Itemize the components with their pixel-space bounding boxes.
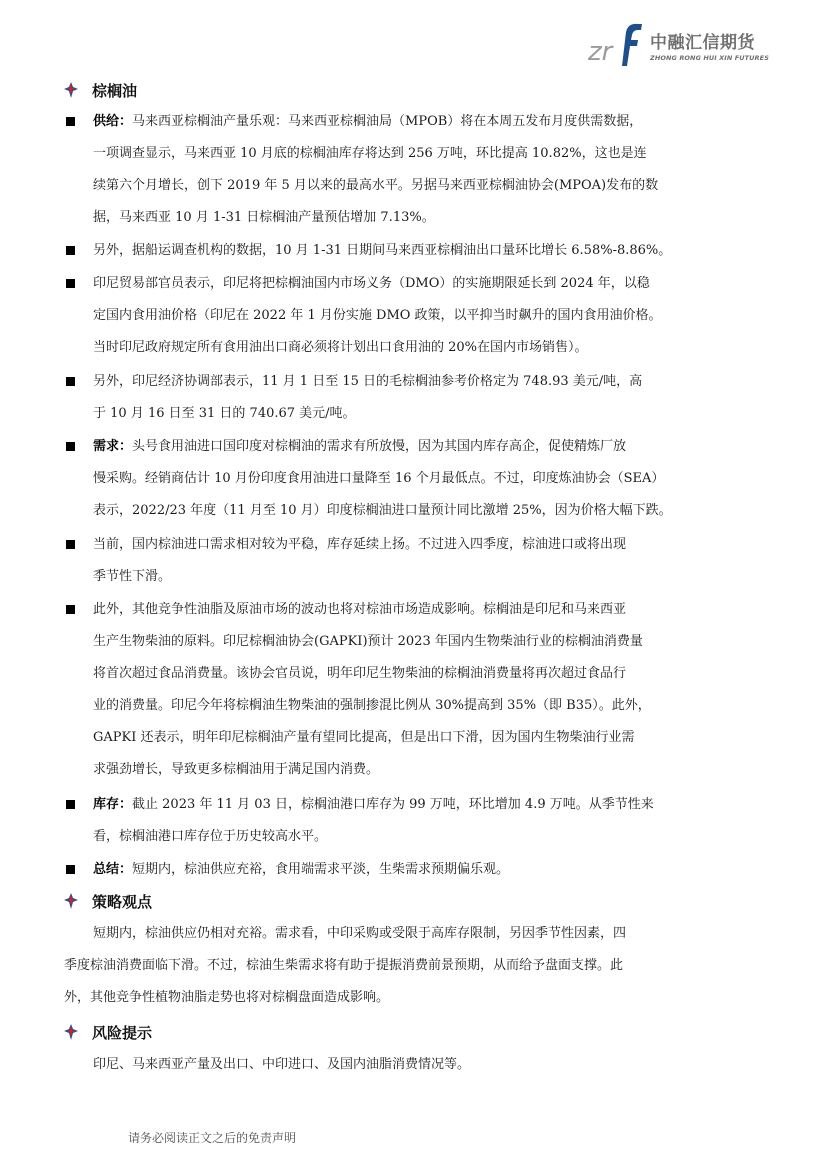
bullet-label: 总结： xyxy=(93,862,133,877)
risk-paragraph: 印尼、马来西亚产量及出口、中印进口、及国内油脂消费情况等。 xyxy=(93,1057,471,1072)
strategy-paragraph-cont: 季度棕油消费面临下滑。不过，棕油生柴需求将有助于提振消费前景预期，从而给予盘面支撑。此 外，其他竞争性植物油脂走势也将对棕榈盘面造成影响。 xyxy=(64,958,624,1005)
bullet-text: 供给：马来西亚棕榈油产量乐观：马来西亚棕榈油局（MPOB）将在本周五发布月度供需数据， 一项调查显示，马来西亚 10 月底的棕榈油库存将达到 256 万吨，环比提高 10.82%，这也是连 续第六个月增长，创下 2019 年 5 月以来的最高水平。另据马来西亚棕榈油协会(MPOA)发布的数 据，马来西亚 10 月 1-31 日棕榈油产量预估增加 7.13%。 xyxy=(93,114,659,225)
section-title: 棕榈油 xyxy=(92,81,138,100)
logo-english-name: ZHONG RONG HUI XIN FUTURES xyxy=(650,54,769,62)
bullet-text: 印尼贸易部官员表示，印尼将把棕榈油国内市场义务（DMO）的实施期限延长到 2024 年，以稳 定国内食用油价格（印尼在 2022 年 1 月份实施 DMO 政策，以平抑当时飙升的国内食用油价格。 当时印尼政府规定所有食用油出口商必须将计划出口食用油的 20%在国内市场销售）。 xyxy=(93,276,662,355)
section-heading-risk xyxy=(64,1021,152,1043)
bullet-square-icon xyxy=(66,800,75,809)
logo-chinese-name: 中融汇信期货 xyxy=(650,33,755,53)
section-title: 风险提示 xyxy=(92,1023,153,1042)
section-marker-icon xyxy=(64,1024,78,1040)
bullet-square-icon xyxy=(66,117,75,126)
bullet-label: 库存： xyxy=(93,797,133,812)
bullet-square-icon xyxy=(66,377,75,386)
bullet-label: 需求： xyxy=(93,439,133,454)
strategy-paragraph: 短期内，棕油供应仍相对充裕。需求看，中印采购或受限于高库存限制，另因季节性因素，四 xyxy=(93,926,627,941)
bullet-text: 库存：截止 2023 年 11 月 03 日，棕榈油港口库存为 99 万吨，环比增加 4.9 万吨。从季节性来 看，棕榈油港口库存位于历史较高水平。 xyxy=(93,797,654,844)
section-heading-palm-oil xyxy=(64,79,137,101)
svg-text:zr: zr xyxy=(588,37,613,66)
bullet-square-icon xyxy=(66,246,75,255)
bullet-square-icon xyxy=(66,442,75,451)
bullet-square-icon xyxy=(66,605,75,614)
bullet-text: 另外，据船运调查机构的数据，10 月 1-31 日期间马来西亚棕榈油出口量环比增长 6.58%-8.86%。 xyxy=(93,243,672,258)
bullet-square-icon xyxy=(66,279,75,288)
bullet-text: 另外，印尼经济协调部表示，11 月 1 日至 15 日的毛棕榈油参考价格定为 748.93 美元/吨，高 于 10 月 16 日至 31 日的 740.67 美元/吨。 xyxy=(93,374,643,421)
section-marker-icon xyxy=(64,893,78,909)
bullet-square-icon xyxy=(66,540,75,549)
bullet-text: 此外，其他竞争性油脂及原油市场的波动也将对棕油市场造成影响。棕榈油是印尼和马来西亚 生产生物柴油的原料。印尼棕榈油协会(GAPKI)预计 2023 年国内生物柴油行业的棕榈油消费量 将首次超过食品消费量。该协会官员说，明年印尼生物柴油的棕榈油消费量将再次超过食品行 业的消费量。印尼今年将棕榈油生物柴油的强制掺混比例从 30%提高到 35%（即 B35）。此外， GAPKI 还表示，明年印尼棕榈油产量有望同比提高，但是出口下滑，因为国内生物柴油行业需 求强劲增长，导致更多棕榈油用于满足国内消费。 xyxy=(93,602,651,777)
company-logo xyxy=(588,22,788,66)
section-heading-strategy xyxy=(64,890,152,912)
section-title: 策略观点 xyxy=(92,892,153,911)
disclaimer-footer: 请务必阅读正文之后的免责声明 xyxy=(128,1131,297,1145)
bullet-text: 当前，国内棕油进口需求相对较为平稳，库存延续上扬。不过进入四季度，棕油进口或将出现 季节性下滑。 xyxy=(93,537,627,584)
bullet-square-icon xyxy=(66,865,75,874)
section-marker-icon xyxy=(64,82,78,98)
bullet-text: 需求：头号食用油进口国印度对棕榈油的需求有所放慢，因为其国内库存高企，促使精炼厂放 慢采购。经销商估计 10 月份印度食用油进口量降至 16 个月最低点。不过，印度炼油协会（SEA） 表示，2022/23 年度（11 月至 10 月）印度棕榈油进口量预计同比激增 25%，因为价格大幅下跌。 xyxy=(93,439,672,518)
zrf-logo-icon xyxy=(588,22,646,66)
bullet-label: 供给： xyxy=(93,114,133,129)
bullet-text: 总结：短期内，棕油供应充裕，食用端需求平淡，生柴需求预期偏乐观。 xyxy=(93,862,510,877)
